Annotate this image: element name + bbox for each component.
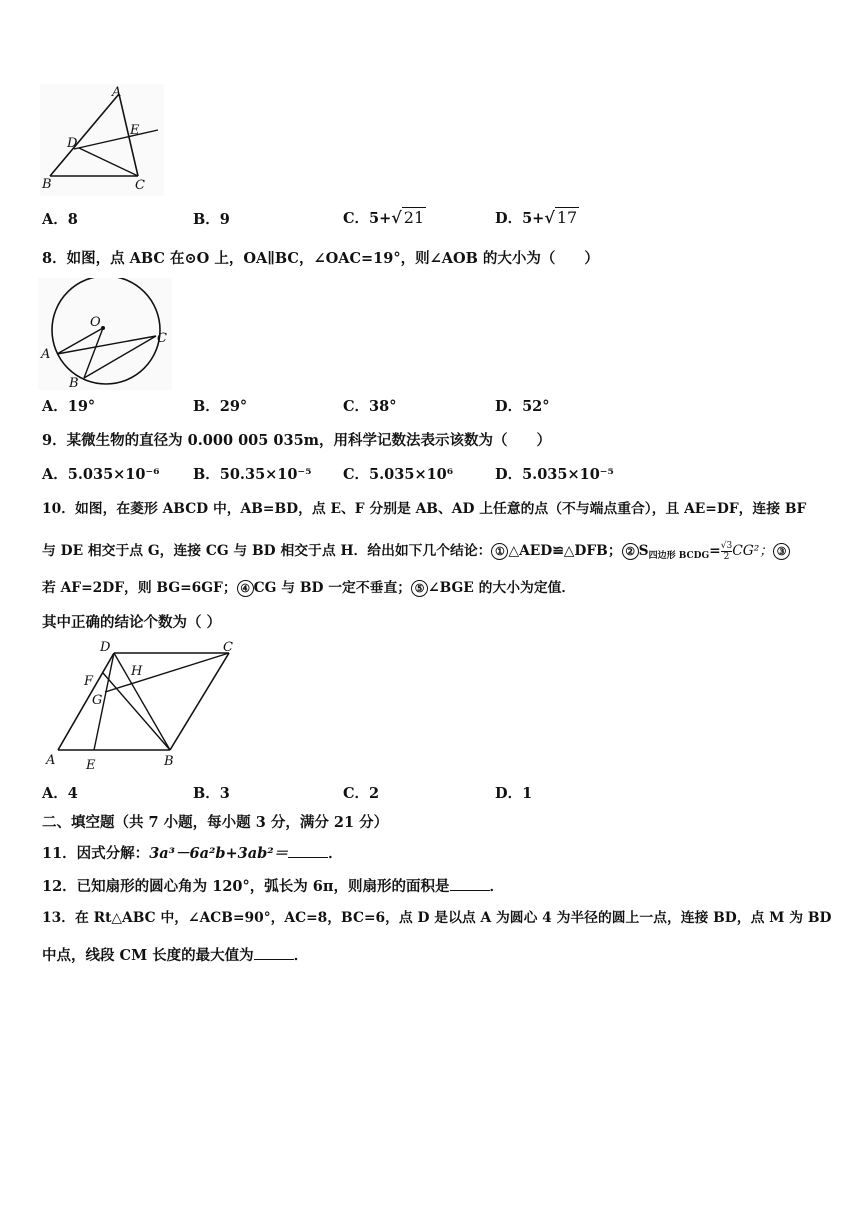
q7-option-b: B．9: [193, 211, 230, 228]
label-E: E: [130, 123, 140, 138]
conclusion-2-eq: =: [709, 543, 721, 559]
label-A: A: [46, 753, 56, 768]
figure-q8: [38, 278, 172, 390]
q7-option-a: A．8: [42, 211, 78, 228]
q12-end: ．: [489, 878, 504, 895]
q10-option-c: C．2: [343, 785, 380, 802]
q10-line3: [42, 580, 575, 597]
label-A: A: [41, 347, 51, 362]
q10-line1: 10．如图，在菱形 ABCD 中，AB=BD，点 E、F 分别是 AB、AD 上任意的点（不与端点重合），且 AE=DF，连接 BF: [42, 501, 807, 517]
label-H: H: [131, 664, 143, 679]
q9-option-a: A．5.035×10⁻⁶: [42, 466, 160, 483]
q8-option-b: B．29°: [193, 398, 248, 415]
q11-answer-blank[interactable]: [288, 845, 328, 858]
label-D: D: [100, 640, 111, 655]
label-D: D: [67, 136, 78, 151]
label-F: F: [84, 674, 94, 689]
q9-option-b: B．50.35×10⁻⁵: [193, 466, 312, 483]
q10-option-d: D．1: [495, 785, 533, 802]
q13-end: ．: [293, 947, 309, 964]
conclusion-2-marker: ②: [622, 543, 639, 560]
label-G: G: [92, 693, 103, 708]
q11-end: ．: [328, 845, 343, 862]
conclusion-5: ∠BGE 的大小为定值．: [428, 580, 576, 596]
label-C: C: [223, 640, 233, 655]
conclusion-2-cg: CG²；: [732, 543, 774, 559]
label-A: A: [112, 85, 122, 100]
q11-expression: 3a³－6a²b+3ab²＝: [149, 845, 289, 862]
label-B: B: [164, 754, 174, 769]
q7-option-d-radicand: 17: [556, 208, 578, 227]
q7-option-d-prefix: D．5+: [495, 210, 545, 227]
q7-option-c-radicand: 21: [403, 208, 425, 227]
q11-prefix: 11．因式分解：: [42, 845, 150, 862]
q9-option-d: D．5.035×10⁻⁵: [495, 466, 614, 483]
q8-text: 8．如图，点 ABC 在⊙O 上，OA∥BC，∠OAC=19°，则∠AOB 的大小为（ ）: [42, 250, 599, 267]
conclusion-3: 若 AF=2DF，则 BG=6GF；: [42, 580, 237, 596]
conclusion-2-denominator: 2: [723, 552, 730, 562]
figure-q10: [42, 636, 242, 774]
q10-line2-intro: 与 DE 相交于点 G，连接 CG 与 BD 相交于点 H．给出如下几个结论：: [42, 543, 492, 559]
label-E: E: [86, 758, 96, 773]
label-C: C: [135, 178, 145, 193]
figure-q7: [40, 84, 164, 196]
section-2-heading: 二、填空题（共 7 小题，每小题 3 分，满分 21 分）: [42, 814, 389, 831]
q10-option-a: A．4: [42, 785, 78, 802]
q11: [42, 845, 343, 862]
conclusion-4-marker: ④: [237, 580, 254, 597]
conclusion-2-subscript: 四边形 BCDG: [648, 551, 710, 561]
q10-option-b: B．3: [193, 785, 230, 802]
label-O: O: [90, 315, 101, 330]
label-B: B: [69, 376, 79, 390]
q8-option-c: C．38°: [343, 398, 397, 415]
q7-option-c-prefix: C．5+: [343, 210, 392, 227]
conclusion-2-numerator: √3: [720, 541, 733, 551]
conclusion-3-marker: ③: [773, 543, 790, 560]
conclusion-1: △AED≌△DFB；: [508, 543, 622, 559]
q8-option-d: D．52°: [495, 398, 550, 415]
q13-line2: [42, 947, 308, 964]
q10-line2: [42, 541, 790, 562]
conclusion-5-marker: ⑤: [411, 580, 428, 597]
q13-line1: 13．在 Rt△ABC 中，∠ACB=90°，AC=8，BC=6，点 D 是以点 A 为圆心 4 为半径的圆上一点，连接 BD，点 M 为 BD: [42, 910, 832, 926]
q7-option-d: D．5+√ 17: [495, 208, 578, 227]
q8-option-a: A．19°: [42, 398, 96, 415]
q12-text: 12．已知扇形的圆心角为 120°，弧长为 6π，则扇形的面积是: [42, 878, 450, 895]
conclusion-1-marker: ①: [491, 543, 508, 560]
q7-option-c: C．5+√ 21: [343, 208, 425, 227]
q13-answer-blank[interactable]: [254, 947, 294, 960]
q13-line2-text: 中点，线段 CM 长度的最大值为: [42, 947, 254, 964]
label-C: C: [157, 331, 167, 346]
q9-text: 9．某微生物的直径为 0.000 005 035m，用科学记数法表示该数为（ ）: [42, 432, 552, 449]
conclusion-2-s: S: [638, 543, 649, 559]
q10-line4: 其中正确的结论个数为（ ）: [42, 614, 222, 631]
q12: [42, 878, 504, 895]
conclusion-4: CG 与 BD 一定不垂直；: [253, 580, 412, 596]
label-B: B: [42, 177, 52, 192]
q9-option-c: C．5.035×10⁶: [343, 466, 454, 483]
q12-answer-blank[interactable]: [450, 878, 490, 891]
